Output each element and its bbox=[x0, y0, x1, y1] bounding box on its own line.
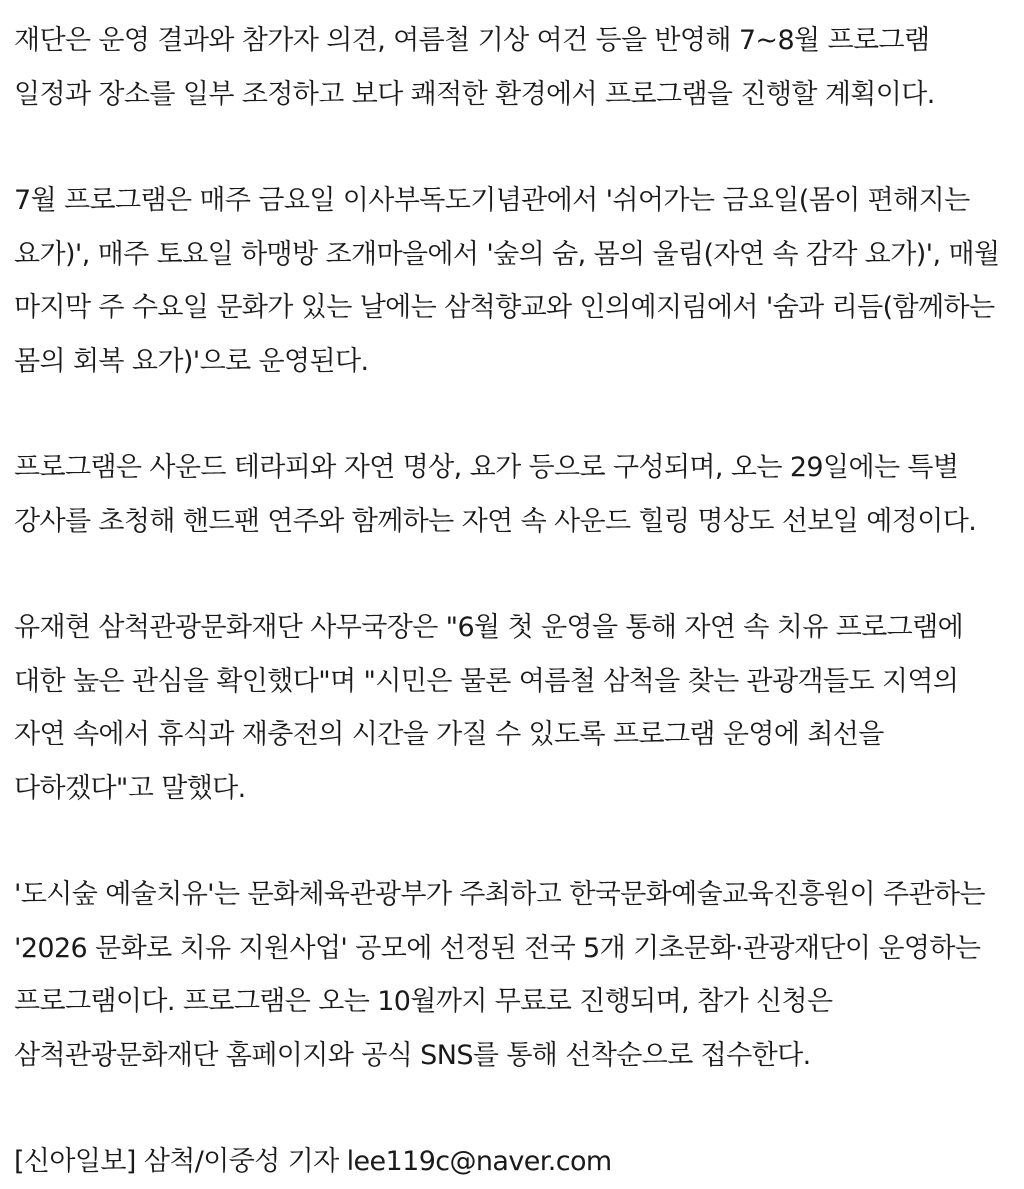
paragraph-july-programs: 7월 프로그램은 매주 금요일 이사부독도기념관에서 '쉬어가는 금요일(몸이 편해지는 요가)', 매주 토요일 하맹방 조개마을에서 '숲의 숨, 몸의 울림(자연 속 감각 요가)', 매월 마지막 주 수요일 문화가 있는 날에는 삼척향교와 인의예지림에서 '숨과 리듬(함께하는 몸의 회복 요가)'으로 운영된다. bbox=[14, 185, 1000, 377]
paragraph-program-composition: 프로그램은 사운드 테라피와 자연 명상, 요가 등으로 구성되며, 오는 29일에는 특별 강사를 초청해 핸드팬 연주와 함께하는 자연 속 사운드 힐링 명상도 선보일 예정이다. bbox=[14, 452, 977, 537]
byline: [신아일보] 삼척/이중성 기자 lee119c@naver.com bbox=[14, 1146, 612, 1177]
paragraph-director-quote: 유재현 삼척관광문화재단 사무국장은 "6월 첫 운영을 통해 자연 속 치유 프로그램에 대한 높은 관심을 확인했다"며 "시민은 물론 여름철 삼척을 찾는 관광객들도 지역의 자연 속에서 휴식과 재충전의 시간을 가질 수 있도록 프로그램 운영에 최선을 다하겠다"고 말했다. bbox=[14, 612, 964, 804]
paragraph-program-overview: '도시숲 예술치유'는 문화체육관광부가 주최하고 한국문화예술교육진흥원이 주관하는 '2026 문화로 치유 지원사업' 공모에 선정된 전국 5개 기초문화·관광재단이 운영하는 프로그램이다. 프로그램은 오는 10월까지 무료로 진행되며, 참가 신청은 삼척관광문화재단 홈페이지와 공식 SNS를 통해 선착순으로 접수한다. bbox=[14, 879, 985, 1071]
paragraph-schedule-adjustment: 재단은 운영 결과와 참가자 의견, 여름철 기상 여건 등을 반영해 7~8월 프로그램 일정과 장소를 일부 조정하고 보다 쾌적한 환경에서 프로그램을 진행할 계획이다. bbox=[14, 25, 935, 110]
